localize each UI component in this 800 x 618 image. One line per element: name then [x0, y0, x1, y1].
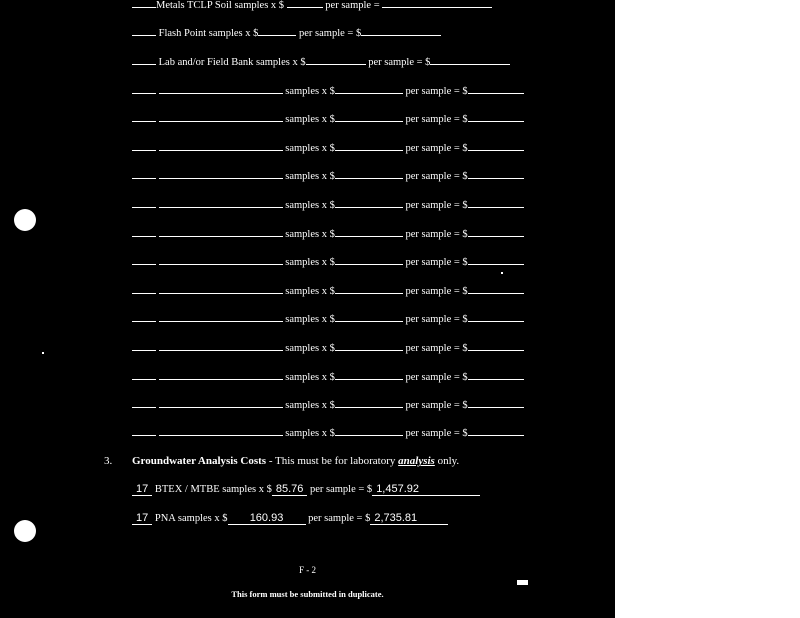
btex-line: [132, 483, 480, 496]
section-title: Groundwater Analysis Costs: [132, 455, 267, 467]
flash-label: Flash Point samples x $: [158, 28, 259, 39]
metals-label: Metals TCLP Soil samples x $: [156, 0, 285, 11]
lab-per-sample: per sample = $: [368, 57, 431, 68]
flash-per-sample: per sample = $: [299, 28, 362, 39]
btex-qty: 17: [132, 483, 152, 496]
btex-total: 1,457.92: [372, 483, 480, 496]
binder-hole-bottom: [14, 520, 36, 542]
blank-line-12: samples x $ per sample = $: [132, 398, 524, 411]
metals-per-sample: per sample =: [325, 0, 380, 11]
scan-speck: [42, 352, 44, 354]
section-3-heading: [132, 455, 459, 467]
pna-qty: 17: [132, 512, 152, 525]
btex-label: BTEX / MTBE samples x $: [154, 484, 272, 495]
btex-per-sample: per sample = $: [309, 484, 373, 495]
duplicate-note: This form must be submitted in duplicate.: [231, 589, 384, 599]
blank-line-5: samples x $ per sample = $: [132, 198, 524, 211]
pna-per-sample: per sample = $: [308, 513, 371, 524]
blank-line-7: samples x $ per sample = $: [132, 255, 524, 268]
pna-price: 160.93: [228, 512, 306, 525]
flash-point-line: [132, 26, 441, 39]
section-desc: - This must be for laboratory: [266, 455, 399, 467]
metals-tclp-line: [132, 0, 492, 11]
section-end: only.: [434, 455, 460, 467]
blank-line-6: samples x $ per sample = $: [132, 227, 524, 240]
blank-line-1: samples x $ per sample = $: [132, 84, 524, 97]
blank-line-4: samples x $ per sample = $: [132, 169, 524, 182]
blank-line-8: samples x $ per sample = $: [132, 284, 524, 297]
blank-line-11: samples x $ per sample = $: [132, 370, 524, 383]
pna-label: PNA samples x $: [154, 513, 228, 524]
scan-speck: [517, 580, 528, 585]
blank-line-13: samples x $ per sample = $: [132, 426, 524, 439]
pna-total: 2,735.81: [370, 512, 448, 525]
lab-field-bank-line: [132, 55, 510, 68]
blank-line-9: samples x $ per sample = $: [132, 312, 524, 325]
btex-price: 85.76: [272, 483, 308, 496]
section-emphasis: analysis: [398, 455, 435, 467]
blank-line-2: samples x $ per sample = $: [132, 112, 524, 125]
blank-line-10: samples x $ per sample = $: [132, 341, 524, 354]
scan-speck: [501, 272, 503, 274]
page-number: F - 2: [298, 565, 316, 575]
section-number: 3.: [104, 455, 113, 467]
lab-label: Lab and/or Field Bank samples x $: [158, 57, 306, 68]
binder-hole-top: [14, 209, 36, 231]
pna-line: [132, 512, 448, 525]
blank-line-3: samples x $ per sample = $: [132, 141, 524, 154]
